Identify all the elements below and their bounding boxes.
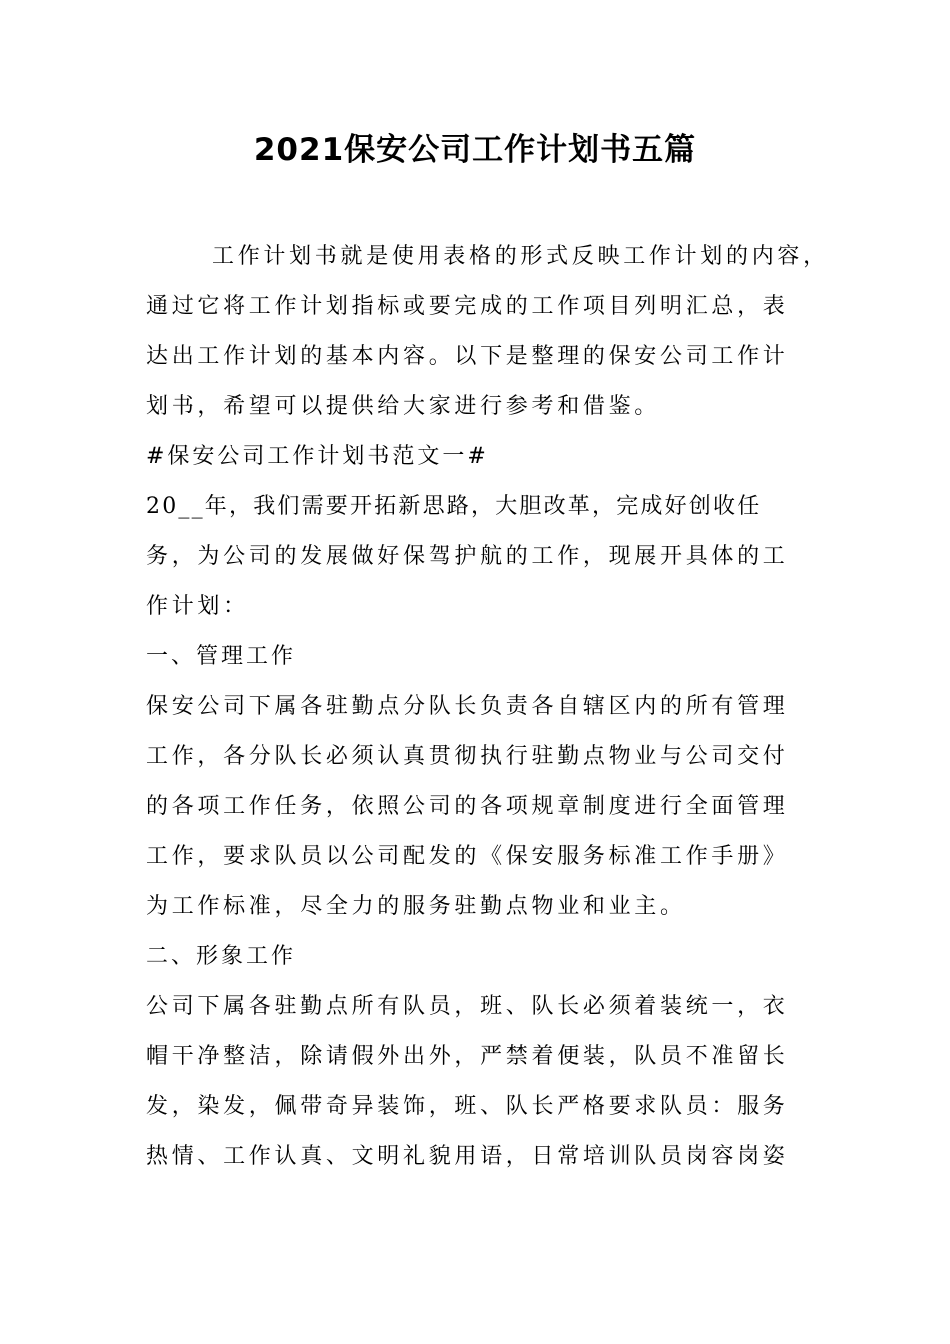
paragraph-line: 划书，希望可以提供给大家进行参考和借鉴。 bbox=[146, 394, 661, 419]
section-heading: 一、管理工作 bbox=[146, 644, 297, 669]
document-body bbox=[146, 232, 829, 1182]
paragraph-line: 热情、工作认真、文明礼貌用语，日常培训队员岗容岗姿 bbox=[146, 1144, 789, 1169]
paragraph-line: 作计划： bbox=[146, 594, 249, 619]
section-heading: 二、形象工作 bbox=[146, 944, 297, 969]
paragraph-line: 工作计划书就是使用表格的形式反映工作计划的内容， bbox=[212, 244, 829, 269]
paragraph-line: 保安公司下属各驻勤点分队长负责各自辖区内的所有管理 bbox=[146, 694, 789, 719]
paragraph-line: 工作，要求队员以公司配发的《保安服务标准工作手册》 bbox=[146, 844, 789, 869]
paragraph-line: 发，染发，佩带奇异装饰，班、队长严格要求队员：服务 bbox=[146, 1094, 789, 1119]
paragraph-line: 帽干净整洁，除请假外出外，严禁着便装，队员不准留长 bbox=[146, 1044, 789, 1069]
section-heading: #保安公司工作计划书范文一# bbox=[146, 444, 489, 469]
document-title: 2021保安公司工作计划书五篇 bbox=[253, 132, 697, 168]
paragraph-line: 工作，各分队长必须认真贯彻执行驻勤点物业与公司交付 bbox=[146, 744, 789, 769]
paragraph-line: 公司下属各驻勤点所有队员，班、队长必须着装统一，衣 bbox=[146, 994, 789, 1019]
paragraph-line: 通过它将工作计划指标或要完成的工作项目列明汇总，表 bbox=[146, 294, 789, 319]
paragraph-line: 务，为公司的发展做好保驾护航的工作，现展开具体的工 bbox=[146, 544, 789, 569]
paragraph-line: 20__年，我们需要开拓新思路，大胆改革，完成好创收任 bbox=[146, 494, 762, 519]
paragraph-line: 达出工作计划的基本内容。以下是整理的保安公司工作计 bbox=[146, 344, 789, 369]
paragraph-line: 的各项工作任务，依照公司的各项规章制度进行全面管理 bbox=[146, 794, 789, 819]
paragraph-line: 为工作标准，尽全力的服务驻勤点物业和业主。 bbox=[146, 894, 686, 919]
